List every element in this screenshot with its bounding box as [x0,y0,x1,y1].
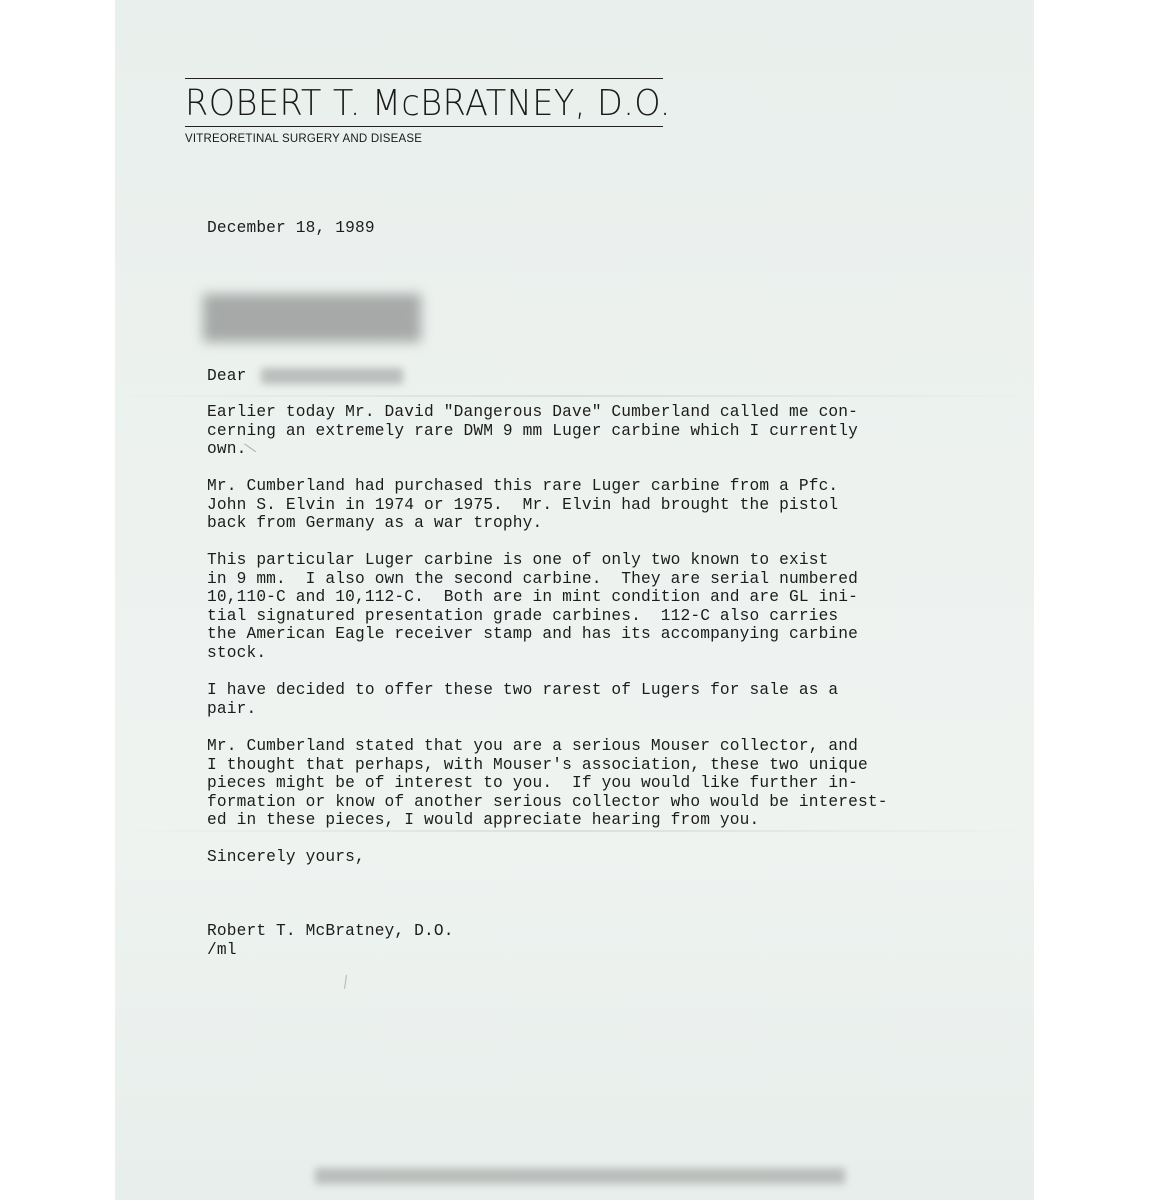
signature-name: Robert T. McBratney, D.O. [207,922,454,940]
paper-fold-lower [115,830,1034,832]
closing: Sincerely yours, [207,848,365,866]
letterhead-name: ROBERT T. McBRATNEY, D.O. [185,83,671,124]
redacted-footer-address [315,1168,845,1184]
redacted-recipient-name [261,368,403,384]
paragraph-2: Mr. Cumberland had purchased this rare Luger carbine from a Pfc. John S. Elvin in 1974 or 1975. Mr. Elvin had brought the pistol back from Germany as a war trophy. [207,477,839,533]
letterhead-subtitle: VITREORETINAL SURGERY AND DISEASE [185,133,423,145]
paragraph-3: This particular Luger carbine is one of only two known to exist in 9 mm. I also own the second carbine. They are serial numbered 10,110-C and 10,112-C. Both are in mint condition and are GL ini- tial signatured presentation grade carbines. 112-C also carries the American Eagle receiver stamp and has its accompanying carbine stock. [207,551,859,662]
letter-date: December 18, 1989 [207,219,375,237]
letter-paper [115,0,1034,1200]
letterhead [185,78,671,145]
typist-initials: /ml [207,941,237,959]
letterhead-top-rule [185,78,663,79]
salutation: Dear [207,367,247,385]
paper-fold-upper [115,395,1034,397]
stray-pen-mark [344,975,349,989]
redacted-recipient-address [203,294,421,342]
paragraph-4: I have decided to offer these two rarest of Lugers for sale as a pair. [207,681,839,718]
paragraph-5: Mr. Cumberland stated that you are a serious Mouser collector, and I thought that perhaps, with Mouser's association, these two unique pieces might be of interest to you. If you would like further in- formation or know of another serious collector who would be interest- ed in these pieces, I would appreciate hearing from you. [207,737,888,830]
letterhead-bottom-rule [185,126,663,127]
paragraph-1: Earlier today Mr. David "Dangerous Dave" Cumberland called me con- cerning an extremely rare DWM 9 mm Luger carbine which I currently own. [207,403,859,459]
